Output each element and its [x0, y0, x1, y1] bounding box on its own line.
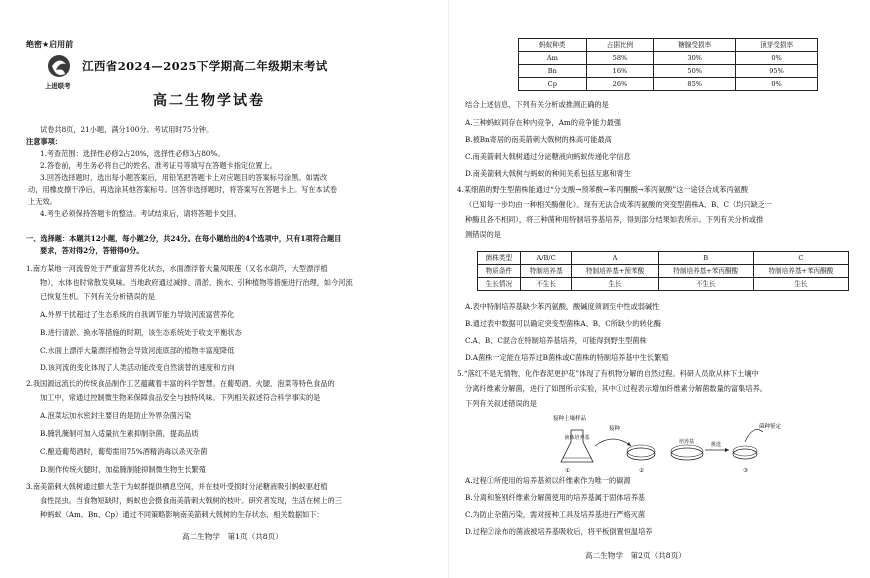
option-a: A.泡菜坛加水密封主要目的是防止外界杂菌污染: [40, 411, 192, 420]
table-cell: 85%: [654, 78, 736, 91]
table-cell: 95%: [736, 65, 818, 78]
option-d: D.南美箭刺大戟树与蚂蚁的种间关系包括互惠和寄生: [465, 169, 631, 178]
table-header-cell: A: [572, 252, 658, 265]
arrow-icon: [745, 430, 763, 442]
secret-label: 绝密★启用前: [26, 40, 74, 49]
option-a: A.表中特制培养基缺少苯丙氨酸，酸碱度须调至中性或弱碱性: [465, 302, 660, 311]
question-stem: 下列有关叙述错误的是: [465, 399, 537, 408]
option-a: A.三种蚂蚁同存在种内竞争，Am的竞争能力最强: [465, 118, 622, 127]
table-cell: 特制培养基+苯丙酮酸: [658, 265, 753, 278]
note-item: 上无效。: [28, 197, 57, 206]
plate-icon: [733, 449, 757, 459]
table-header-cell: C: [753, 252, 848, 265]
option-c: C.酿造葡萄酒时，葡萄需用75%酒精消毒以杀灭杂菌: [40, 447, 208, 456]
figure-label-plate: 培养基: [679, 439, 695, 445]
ant-data-table: [518, 38, 818, 91]
question-stem: 种蚂蚁（Am、Bn、Cp）通过不同策略影响南美箭刺大戟树的生存状态，相关数据如下：: [40, 510, 324, 519]
question-stem: 食性昆虫。当食物短缺时，蚂蚁也会摄食南美箭刺大戟树的枝叶。研究者发现，生活在树上的三: [40, 496, 342, 505]
option-d: D.该河流的变化体现了人类活动能改变自然演替的速度和方向: [40, 363, 235, 372]
table-cell: 0%: [736, 78, 818, 91]
section-heading: 一、选择题：本题共12小题，每小题2分，共24分。在每小题给出的4个选项中，只有1项符合题目: [26, 234, 342, 243]
question-stem: 3.南美箭刺大戟树通过膨大茎干为蚁群提供栖息空间，并在枝叶受损时分泌糖液吸引蚂蚁驱赶植: [26, 482, 328, 491]
question-stem: 测错误的是: [465, 230, 501, 239]
option-c: C.南美箭刺大戟树通过分泌糖液向蚂蚁传递化学信息: [465, 152, 631, 161]
right-column: [455, 0, 865, 578]
question-stem: 已恢复生机。下列有关分析错误的是: [40, 292, 156, 301]
table-header-cell: B: [658, 252, 753, 265]
figure-step-3: ③: [743, 468, 748, 474]
table-header-cell: 糖腺受损率: [654, 39, 736, 52]
figure-step-2: ②: [639, 468, 644, 474]
question-lead: 结合上述信息，下列有关分析或推测正确的是: [465, 100, 609, 109]
question-stem: 加工中，常通过控制微生物来保障食品安全与独特风味。下列相关叙述符合科学事实的是: [40, 393, 321, 402]
question-stem: 分离纤维素分解菌，进行了如图所示实验，其中①过程表示增加纤维素分解菌数量的富集培养。: [465, 384, 767, 393]
exam-info: 试卷共8页，21小题，满分100分。考试用时75分钟。: [40, 125, 214, 134]
table-cell: 0%: [736, 52, 818, 65]
page-footer: 高二生物学 第2页（共8页）: [585, 551, 686, 560]
table-row: [519, 65, 818, 78]
logo-text: 上进联考: [45, 82, 71, 90]
table-cell: 物质条件: [478, 265, 521, 278]
option-c: C.A、B、C混合在特制培养基培养，可能得到野生型菌株: [465, 336, 647, 345]
table-cell: 30%: [654, 52, 736, 65]
table-cell: Cp: [519, 78, 587, 91]
question-stem: （已知每一步均由一种相关酶催化）。现有无法合成苯丙氨酸的突变型菌株A、B、C（均只缺乏一: [465, 200, 773, 209]
page-footer: 高二生物学 第1页（共8页）: [182, 532, 283, 541]
table-header-cell: 蚂蚁种类: [519, 39, 587, 52]
table-cell: 58%: [586, 52, 654, 65]
experiment-figure: [553, 410, 788, 475]
option-d: D.制作传统火腿时，加盐腌制能抑制微生物生长繁殖: [40, 465, 206, 474]
table-header-cell: 顶芽受损率: [736, 39, 818, 52]
note-item: 1.考查范围：选择性必修2占20%，选择性必修3占80%。: [40, 149, 225, 158]
page-title: 高二生物学试卷: [153, 93, 265, 109]
note-item: 4.考生必须保持答题卡的整洁。考试结束后，请将答题卡交回。: [40, 209, 241, 218]
table-cell: Am: [519, 52, 587, 65]
table-cell: 16%: [586, 65, 654, 78]
table-cell: 特制培养基+苯丙酮酸: [753, 265, 848, 278]
question-stem: 1.南方某地一河流曾处于严重富营养化状态，水面漂浮着大量凤眼莲（又名水葫芦，大型漂浮植: [26, 264, 328, 273]
table-cell: 特制培养基+预苯酸: [572, 265, 658, 278]
table-cell: 50%: [654, 65, 736, 78]
question-stem: 种酶且各不相同），将三种菌种用特制培养基培养，得到部分结果如表所示。下列有关分析或推: [465, 215, 764, 224]
figure-label-identify: 菌种鉴定: [759, 424, 782, 430]
table-cell: Bn: [519, 65, 587, 78]
section-heading: 要求，答对得2分，答错得0分。: [40, 246, 144, 255]
option-b: B.进行清淤、换水等措施的时期，该生态系统处于收支平衡状态: [40, 328, 242, 337]
option-c: C.为防止杂菌污染，需对接种工具及培养基进行严格灭菌: [465, 510, 646, 519]
table-cell: 不生长: [520, 278, 572, 291]
notes-title: 注意事项：: [26, 137, 62, 146]
figure-label-liquid: 液体培养基: [564, 435, 590, 441]
table-cell: 生长情况: [478, 278, 521, 291]
table-header-cell: A/B/C: [520, 252, 572, 265]
option-d: D.A菌株一定能在培养过B菌株或C菌株的特制培养基中生长繁殖: [465, 353, 669, 362]
option-b: B.被Bn寄居的南美箭刺大戟树的株高可能最高: [465, 135, 612, 144]
table-row: [519, 52, 818, 65]
table-row: [478, 265, 849, 278]
plate-icon: [671, 448, 703, 460]
table-cell: 生长: [572, 278, 658, 291]
strain-table: [477, 251, 849, 291]
figure-label-pick: 挑选: [711, 442, 722, 448]
figure-label-inoculate: 接种: [609, 426, 621, 432]
plate-icon: [627, 448, 655, 460]
figure-step-1: ①: [565, 468, 570, 474]
option-c: C.水面上漂浮大量漂浮植物会导致河流底部的植物丰富度降低: [40, 346, 235, 355]
option-d: D.过程②涂布的菌液被培养基吸收后，将平板倒置恒温培养: [465, 527, 653, 536]
option-a: A.外界干扰超过了生态系统的自我调节能力导致河流富营养化: [40, 310, 235, 319]
question-stem: 物），水体也时常散发臭味。当地政府通过减排、清淤、换水、引种植物等措施进行治理，如今河流: [40, 278, 353, 287]
question-stem: 5.“落红不是无情物，化作春泥更护花”体现了有机物分解的自然过程。科研人员欲从林下土壤中: [457, 369, 759, 378]
table-header-cell: 菌株类型: [478, 252, 521, 265]
note-item: 动，用橡皮擦干净后，再选涂其他答案标号。回答非选择题时，将答案写在答题卡上。写在本试卷: [28, 185, 338, 194]
figure-label-sample: 接种土壤样品: [553, 416, 587, 422]
table-row: [519, 78, 818, 91]
option-b: B.分离和鉴别纤维素分解菌使用的培养基属于固体培养基: [465, 493, 646, 502]
option-b: B.通过表中数据可以确定突变型菌株A、B、C所缺少的转化酶: [465, 319, 662, 328]
note-item: 2.答卷前，考生务必将自己的姓名、准考证号等填写在答题卡指定位置上。: [40, 161, 277, 170]
option-a: A.过程①所使用的培养基须以纤维素作为唯一的碳源: [465, 476, 631, 485]
table-cell: 不生长: [658, 278, 753, 291]
arrow-icon: [595, 439, 631, 446]
table-row: [478, 278, 849, 291]
note-item: 3.回答选择题时，选出每小题答案后，用铅笔把答题卡上对应题目的答案标号涂黑。如需改: [40, 173, 328, 182]
column-divider: [448, 0, 449, 578]
exam-title: 江西省2024—2025下学期高二年级期末考试: [82, 59, 328, 73]
left-column: [22, 0, 440, 578]
table-cell: 生长: [753, 278, 848, 291]
table-header-cell: 占据比例: [586, 39, 654, 52]
question-stem: 4.某细菌的野生型菌株能通过“分支酸→预苯酸→苯丙酮酸→苯丙氨酸”这一途径合成苯丙氨酸: [457, 185, 749, 194]
option-b: B.腌乳腌制可加入适量抗生素抑制杂菌，提高品质: [40, 429, 199, 438]
table-header-row: [519, 39, 818, 52]
table-cell: 特制培养基: [520, 265, 572, 278]
table-cell: 26%: [586, 78, 654, 91]
question-stem: 2.我国源远流长的传统食品制作工艺蕴藏着丰富的科学智慧。在葡萄酒、火腿、泡菜等特色食品的: [26, 379, 335, 388]
table-header-row: [478, 252, 849, 265]
